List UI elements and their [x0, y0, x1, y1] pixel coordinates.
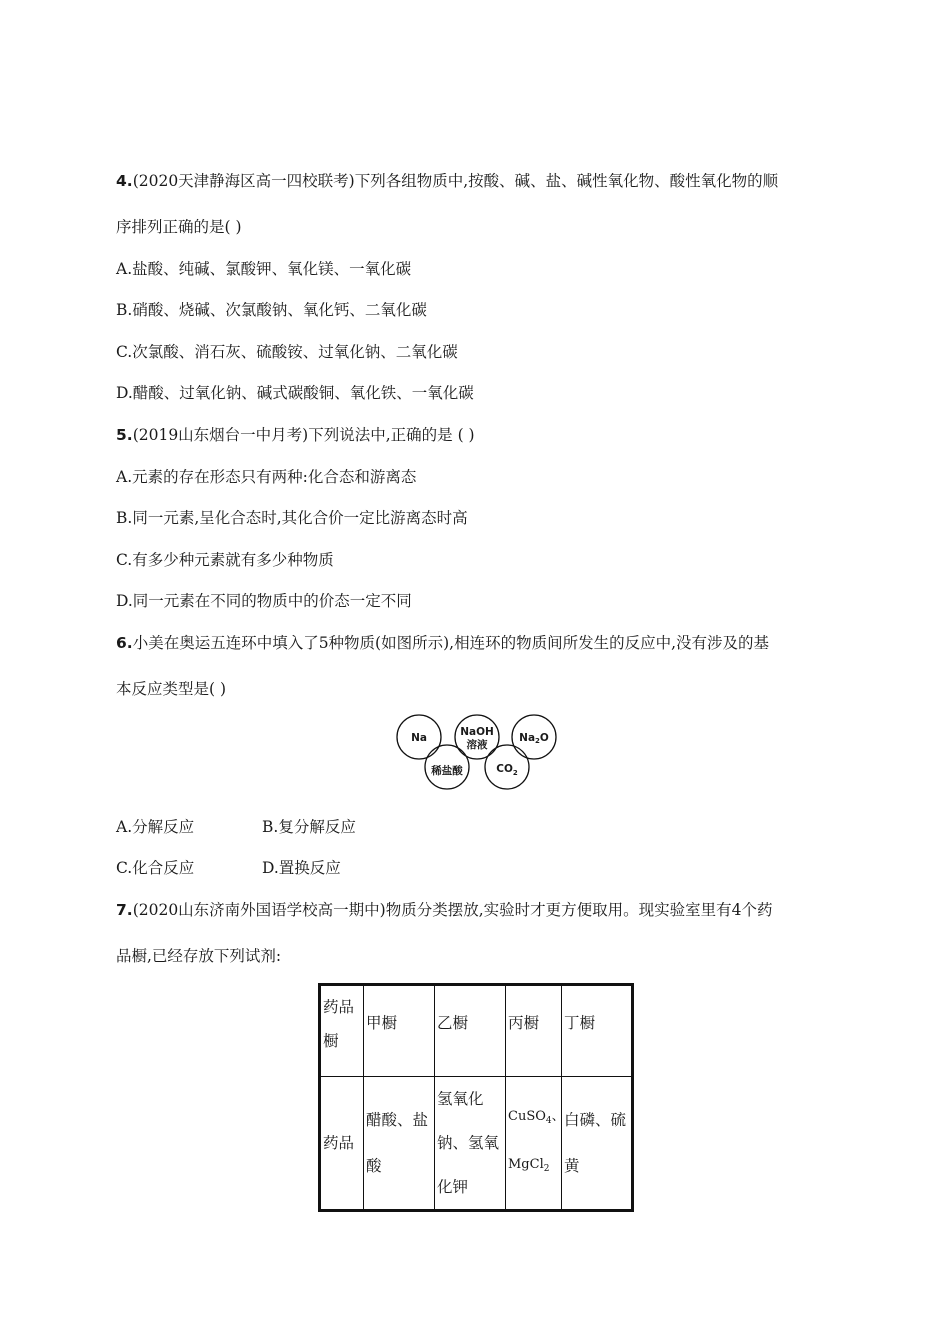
q6-option-c: C.化合反应	[116, 859, 195, 877]
q5-number: 5.	[116, 426, 133, 444]
q5-option-b: B.同一元素,呈化合态时,其化合价一定比游离态时高	[116, 509, 468, 527]
ring-label-co2: $CO_2$	[496, 763, 518, 777]
cell-ding: 白磷、硫黄	[562, 1077, 633, 1211]
ring-label-na: Na	[411, 732, 427, 744]
q7-number: 7.	[116, 901, 133, 919]
cell-jia: 醋酸、盐酸	[364, 1077, 435, 1211]
header-jia: 甲橱	[364, 985, 435, 1077]
q5-option-d: D.同一元素在不同的物质中的价态一定不同	[116, 592, 412, 610]
header-ding: 丁橱	[562, 985, 633, 1077]
q6-option-d: D.置换反应	[262, 859, 341, 877]
table-row	[320, 1077, 633, 1211]
q6-stem: 小美在奥运五连环中填入了5种物质(如图所示),相连环的物质间所发生的反应中,没有涉及的基	[132, 634, 770, 652]
q4-option-a: A.盐酸、纯碱、氯酸钾、氧化镁、一氧化碳	[116, 260, 412, 278]
ring-label-hcl: 稀盐酸	[431, 765, 463, 777]
q5-option-a: A.元素的存在形态只有两种:化合态和游离态	[116, 468, 417, 486]
q7-stem: (2020山东济南外国语学校高一期中)物质分类摆放,实验时才更方便取用。现实验室里有4个药	[132, 901, 773, 919]
cell-yi: 氢氧化钠、氢氧化钾	[435, 1077, 506, 1211]
cabinet-table	[318, 983, 634, 1212]
q5-line1	[116, 425, 850, 445]
cell-bing-cuso4: CuSO$_4$、	[508, 1109, 565, 1126]
row-label: 药品	[320, 1077, 364, 1211]
q4-option-c: C.次氯酸、消石灰、硫酸铵、过氧化钠、二氧化碳	[116, 343, 458, 361]
olympic-rings-diagram	[390, 712, 560, 792]
q7-line1	[116, 900, 850, 920]
q5-stem: (2019山东烟台一中月考)下列说法中,正确的是 ( )	[132, 426, 475, 444]
header-cabinet: 药品橱	[320, 985, 364, 1077]
q6-line1	[116, 633, 850, 653]
q4-option-b: B.硝酸、烧碱、次氯酸钠、氧化钙、二氧化碳	[116, 301, 427, 319]
q4-line1	[116, 171, 850, 191]
cell-bing	[506, 1077, 565, 1211]
q6-number: 6.	[116, 634, 133, 652]
table-header-row	[320, 985, 633, 1077]
header-bing: 丙橱	[506, 985, 562, 1077]
q6-stem-cont: 本反应类型是( )	[116, 680, 227, 698]
q5-option-c: C.有多少种元素就有多少种物质	[116, 551, 334, 569]
q6-option-a: A.分解反应	[116, 818, 195, 836]
cell-bing-mgcl2: MgCl$_2$	[508, 1157, 550, 1174]
ring-label-solution: 溶液	[466, 739, 488, 751]
q6-option-b: B.复分解反应	[262, 818, 356, 836]
q4-stem-cont: 序排列正确的是( )	[116, 218, 242, 236]
header-yi: 乙橱	[435, 985, 506, 1077]
q4-stem: (2020天津静海区高一四校联考)下列各组物质中,按酸、碱、盐、碱性氧化物、酸性氧化物的顺	[132, 172, 779, 190]
ring-label-naoh: NaOH	[460, 726, 494, 738]
q7-stem-cont: 品橱,已经存放下列试剂:	[116, 947, 282, 965]
q4-number: 4.	[116, 172, 133, 190]
q4-option-d: D.醋酸、过氧化钠、碱式碳酸铜、氧化铁、一氧化碳	[116, 384, 474, 402]
ring-label-na2o: Na2O	[519, 732, 549, 745]
